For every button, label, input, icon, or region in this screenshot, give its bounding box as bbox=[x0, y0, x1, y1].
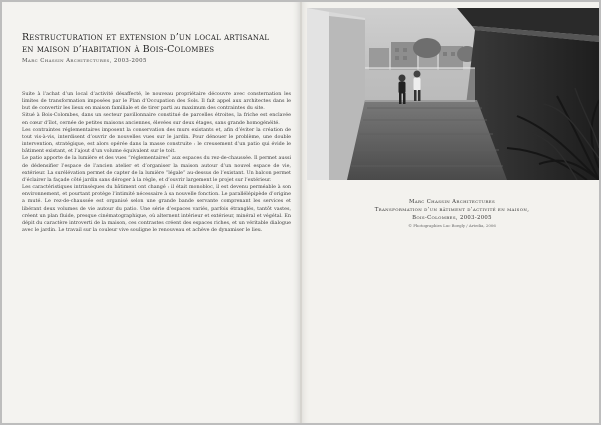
paragraph: Les contraintes réglementaires imposent la conservation des murs existants et, afin d’éviter la création de tout vis-à-vis, interdisent d’ouvrir de nouvelles vues sur le jardin. Pour dénouer le problème, une double intervention, stratégique, est alors opérée dans la masse construite : le creusement d’un patio qui évide le bâtiment existant, et l’ajout d’un volume équivalent sur le toit. bbox=[22, 126, 291, 155]
left-page bbox=[2, 2, 300, 423]
house-patio-photo bbox=[307, 8, 599, 180]
paragraph: Suite à l’achat d’un local d’activité désaffecté, le nouveau propriétaire découvre avec consternation les limites de transformation imposées par le Plan d’Occupation des Sols. Il fait appel aux architectes dans le but de convertir les lieux en maison familiale et de tirer parti au maximum des contraintes du site. bbox=[22, 91, 291, 112]
title-line-1: Restructuration et extension d’un local artisanal bbox=[22, 32, 270, 43]
title-line-2: en maison d’habitation à Bois-Colombes bbox=[22, 44, 215, 55]
caption-project: Transformation d’un bâtiment d’activité en maison, bbox=[374, 207, 530, 213]
photo-illustration bbox=[307, 8, 599, 180]
article-title bbox=[22, 32, 292, 56]
article-subtitle: Marc Chassin Architectures, 2003-2005 bbox=[22, 58, 147, 64]
book-spread bbox=[2, 2, 599, 423]
article-body bbox=[22, 91, 291, 234]
paragraph: Situé à Bois-Colombes, dans un secteur pavillonnaire constitué de parcelles étroites, la friche est enclavée en cœur d’îlot, cernée de petites maisons anciennes, élevées sur deux étages, sans grande homogénéité. bbox=[22, 112, 291, 126]
photo-caption bbox=[332, 198, 572, 229]
caption-location-date: Bois-Colombes, 2003-2005 bbox=[412, 215, 492, 221]
caption-architect: Marc Chassin Architectures bbox=[408, 199, 496, 205]
paragraph: Les caractéristiques intrinsèques du bâtiment ont changé : il était monobloc, il est devenu perméable à son environnement, et pourtant protège l’intimité nécessaire à sa nouvelle fonction. Le parallélépipède d’origine a muté. Le rez-de-chaussée est organisé selon une grande bande servante comprenant les services et libérant deux volumes de vie autour du patio. Une série d’espaces variés, parfois étranglés, tantôt vastes, créent un plan fluide, presque cinématographique, où alternent intérieur et extérieur, minéral et végétal. En dépit du caractère introverti de la maison, ces contrastes créent des espaces riches, et un véritable dialogue avec le jardin. Le travail sur la couleur vive souligne le renouveau et achève de dynamiser le lieu. bbox=[22, 184, 291, 233]
paragraph: Le patio apporte de la lumière et des vues “réglementaires” aux espaces du rez-de-chaussée. Il permet aussi de dédensifier l’espace de l’ancien atelier et d’organiser la maison autour d’un nouvel espace de vie, extérieur. La surélévation permet de capter de la lumière “légale” au-dessus de l’existant. Un balcon permet d’éclairer la façade côté jardin sans déroger à la règle, et d’ouvrir largement le projet sur l’extérieur. bbox=[22, 155, 291, 183]
photo-credit: © Photographies Luc Boegly / Artedia, 2006 bbox=[408, 223, 496, 228]
right-page bbox=[302, 2, 599, 423]
